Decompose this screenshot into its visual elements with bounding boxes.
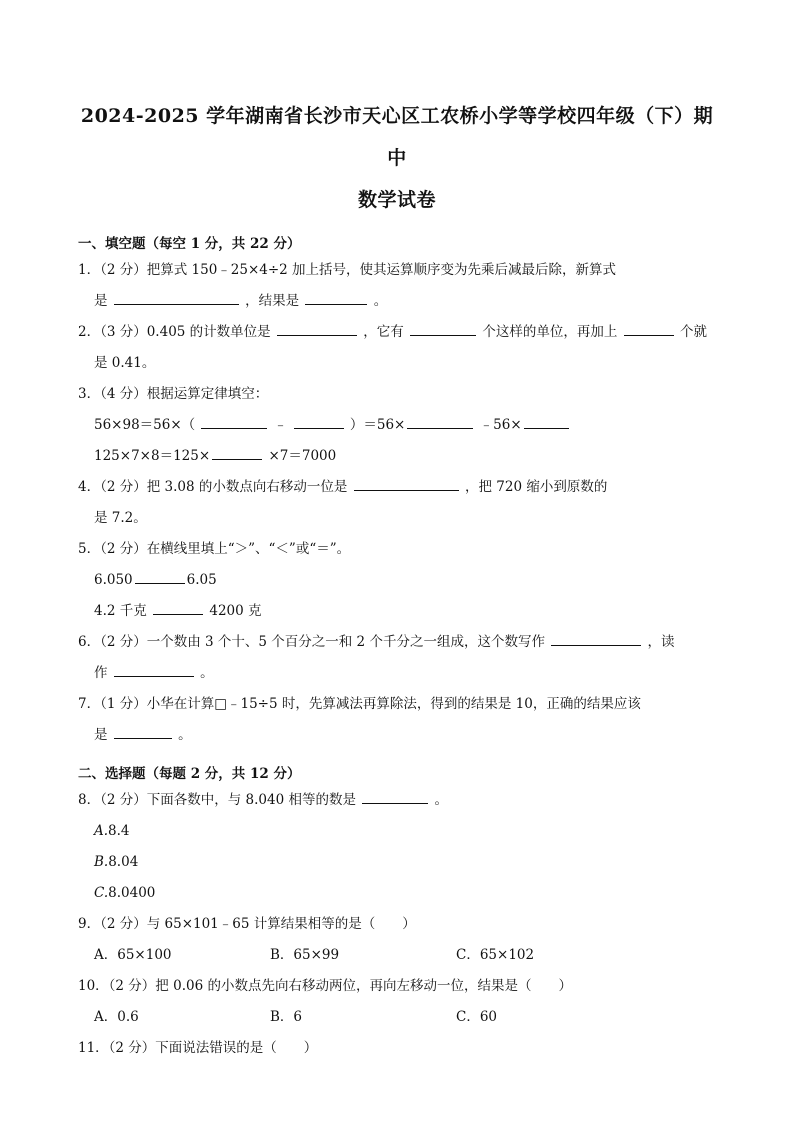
question-7: 7．（1 分）小华在计算□﹣15÷5 时，先算减法再算除法，得到的结果是 10，正确的结果应该 是 。	[78, 696, 641, 743]
option-a[interactable]: A.8.4	[94, 823, 130, 839]
answer-blank[interactable]	[410, 321, 476, 336]
question-9: 9．（2 分）与 65×101﹣65 计算结果相等的是（ ） A．65×100 B．65×99 C．65×102	[78, 909, 716, 971]
answer-blank[interactable]	[114, 662, 194, 677]
answer-blank[interactable]	[354, 476, 459, 491]
answer-blank[interactable]	[153, 600, 203, 615]
option-b[interactable]: B.8.04	[94, 854, 139, 870]
answer-blank[interactable]	[305, 290, 367, 305]
question-11: 11．（2 分）下面说法错误的是（ ）	[78, 1040, 318, 1056]
question-4: 4．（2 分）把 3.08 的小数点向右移动一位是 ，把 720 缩小到原数的 是 7.2。	[78, 472, 716, 534]
answer-blank[interactable]	[277, 321, 357, 336]
answer-blank[interactable]	[624, 321, 674, 336]
question-2: 2．（3 分）0.405 的计数单位是 ，它有 个这样的单位，再加上 个就 是 0.41。	[78, 317, 716, 379]
question-5: 5．（2 分）在横线里填上“＞”、“＜”或“＝”。 6.050 6.05 4.2 千克 4200 克	[78, 541, 351, 619]
exam-title-line1: 2024-2025 学年湖南省长沙市天心区工农桥小学等学校四年级（下）期中	[80, 105, 714, 169]
answer-blank[interactable]	[114, 290, 239, 305]
answer-blank[interactable]	[114, 724, 172, 739]
option-b[interactable]: B．65×99	[270, 947, 340, 963]
option-a[interactable]: A．0.6	[94, 1009, 139, 1025]
option-b[interactable]: B．6	[270, 1009, 303, 1025]
answer-blank[interactable]	[201, 414, 267, 429]
section-choice-heading: 二、选择题（每题 2 分，共 12 分）	[78, 766, 301, 782]
option-c[interactable]: C．60	[456, 1009, 498, 1025]
exam-title-line2: 数学试卷	[357, 189, 436, 211]
question-8: 8．（2 分）下面各数中，与 8.040 相等的数是 。 A.8.4 B.8.04 C.8.0400	[78, 785, 716, 909]
answer-blank[interactable]	[524, 414, 569, 429]
question-3: 3．（4 分）根据运算定律填空： 56×98＝56×（ ﹣ ）＝56× ﹣56× 125×7×8＝125× ×7＝7000	[78, 379, 716, 472]
answer-blank[interactable]	[407, 414, 473, 429]
option-c[interactable]: C．65×102	[456, 947, 535, 963]
answer-blank[interactable]	[551, 631, 641, 646]
question-10: 10．（2 分）把 0.06 的小数点先向右移动两位，再向左移动一位，结果是（ ） A．0.6 B．6 C．60	[78, 971, 716, 1033]
question-6: 6．（2 分）一个数由 3 个十、5 个百分之一和 2 个千分之一组成，这个数写作 ，读 作 。	[78, 627, 716, 689]
option-a[interactable]: A．65×100	[94, 947, 172, 963]
option-c[interactable]: C.8.0400	[94, 885, 156, 901]
section-fill-blank-heading: 一、填空题（每空 1 分，共 22 分）	[78, 236, 301, 252]
answer-blank[interactable]	[212, 445, 262, 460]
question-1: 1．（2 分）把算式 150﹣25×4÷2 加上括号，使其运算顺序变为先乘后减最后除，新算式 是 ，结果是 。	[78, 262, 617, 309]
answer-blank[interactable]	[362, 789, 428, 804]
answer-blank[interactable]	[135, 569, 185, 584]
answer-blank[interactable]	[294, 414, 344, 429]
